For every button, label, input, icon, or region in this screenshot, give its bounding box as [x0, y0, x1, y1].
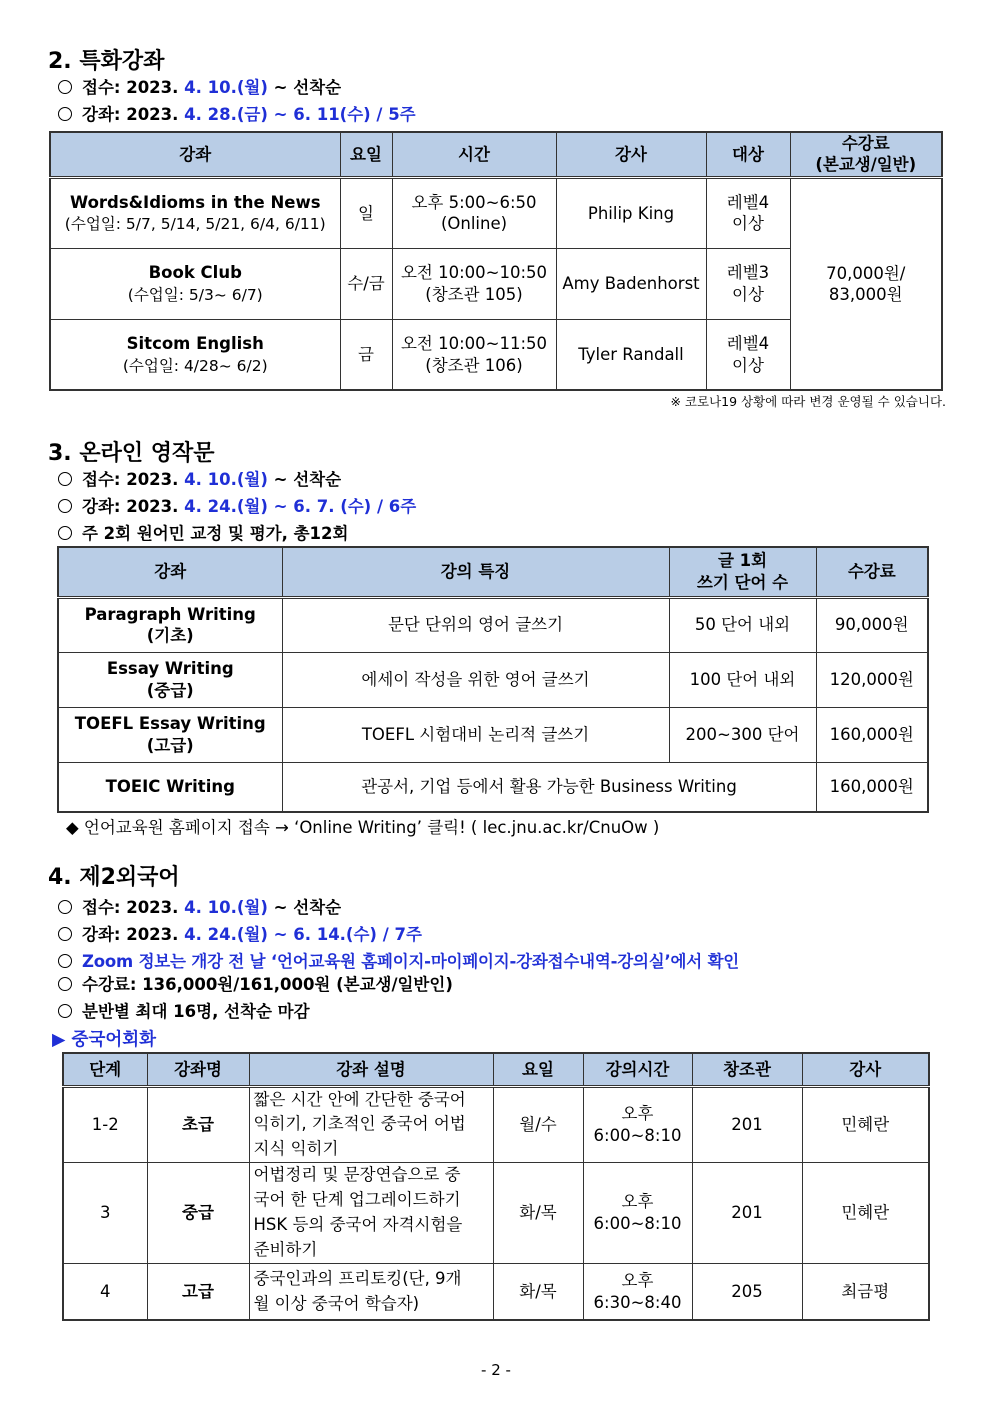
- table-row: 3 중급 어법정리 및 문장연습으로 중 국어 한 단계 업그레이드하기 HSK 등의 중국어 자격시험을 준비하기 화/목 오후 6:00~8:10 201 민혜란: [63, 1162, 929, 1263]
- header-words: 글 1회 쓰기 단어 수: [669, 547, 816, 597]
- header-day: 요일: [340, 132, 392, 177]
- table-row: 4 고급 중국인과의 프리토킹(단, 9개 월 이상 중국어 학습자) 화/목 오후 6:30~8:40 205 최금평: [63, 1263, 929, 1320]
- table-row: 1-2 초급 짧은 시간 안에 간단한 중국어 익히기, 기초적인 중국어 어법 지식 익히기 월/수 오후 6:00~8:10 201 민혜란: [63, 1086, 929, 1162]
- fee-cell: 70,000원/ 83,000원: [790, 177, 942, 390]
- section3-course-period: 강좌: 2023. 4. 24.(월) ~ 6. 7. (수) / 6주: [58, 493, 416, 517]
- header-day: 요일: [493, 1053, 583, 1086]
- header-course: 강좌: [50, 132, 340, 177]
- table-row: TOEFL Essay Writing (고급) TOEFL 시험대비 논리적 글쓰기 200~300 단어 160,000원: [58, 707, 928, 762]
- section4-course-period: 강좌: 2023. 4. 24.(월) ~ 6. 14.(수) / 7주: [58, 921, 422, 945]
- table-row: Book Club (수업일: 5/3~ 6/7) 수/금 오전 10:00~10:50 (창조관 105) Amy Badenhorst 레벨3 이상: [50, 248, 942, 319]
- special-course-table: [49, 131, 943, 391]
- header-room: 창조관: [692, 1053, 802, 1086]
- table-row: Sitcom English (수업일: 4/28~ 6/2) 금 오전 10:00~11:50 (창조관 106) Tyler Randall 레벨4 이상: [50, 319, 942, 390]
- header-time: 강의시간: [583, 1053, 692, 1086]
- header-fee: 수강료 (본교생/일반): [790, 132, 942, 177]
- section2-title: 2. 특화강좌: [48, 49, 165, 74]
- covid-note: ※ 코로나19 상황에 따라 변경 운영될 수 있습니다.: [670, 394, 946, 409]
- table-row: TOEIC Writing 관공서, 기업 등에서 활용 가능한 Business Writing 160,000원: [58, 762, 928, 812]
- section2-registration: 접수: 2023. 4. 10.(월) ~ 선착순: [58, 74, 341, 98]
- table-row: Words&Idioms in the News (수업일: 5/7, 5/14, 5/21, 6/4, 6/11) 일 오후 5:00~6:50 (Online) Philip King 레벨4 이상 70,000원/ 83,000원: [50, 177, 942, 248]
- chinese-conversation-title: ▶ 중국어회화: [52, 1030, 157, 1050]
- section4-zoom-info: Zoom 정보는 개강 전 날 ‘언어교육원 홈페이지-마이페이지-강좌접수내역-강의실’에서 확인: [58, 948, 739, 972]
- section3-registration: 접수: 2023. 4. 10.(월) ~ 선착순: [58, 466, 341, 490]
- online-writing-table: [57, 546, 929, 813]
- section3-extra: 주 2회 원어민 교정 및 평가, 총12회: [58, 520, 348, 544]
- section4-fee: 수강료: 136,000원/161,000원 (본교생/일반인): [58, 971, 453, 995]
- header-teacher: 강사: [802, 1053, 929, 1086]
- online-writing-link-note: ◆ 언어교육원 홈페이지 접속 → ‘Online Writing’ 클릭! ( lec.jnu.ac.kr/CnuOw ): [66, 818, 660, 837]
- header-target: 대상: [706, 132, 790, 177]
- header-level: 단계: [63, 1053, 147, 1086]
- header-teacher: 강사: [556, 132, 706, 177]
- section4-title: 4. 제2외국어: [48, 865, 180, 890]
- header-description: 강좌 설명: [249, 1053, 493, 1086]
- header-feature: 강의 특징: [282, 547, 669, 597]
- header-time: 시간: [392, 132, 556, 177]
- chinese-course-table: [62, 1052, 930, 1321]
- section3-title: 3. 온라인 영작문: [48, 441, 215, 466]
- section2-course-period: 강좌: 2023. 4. 28.(금) ~ 6. 11(수) / 5주: [58, 101, 416, 125]
- section4-registration: 접수: 2023. 4. 10.(월) ~ 선착순: [58, 894, 341, 918]
- page-number: - 2 -: [481, 1361, 511, 1379]
- table-row: Essay Writing (중급) 에세이 작성을 위한 영어 글쓰기 100 단어 내외 120,000원: [58, 652, 928, 707]
- header-fee: 수강료: [816, 547, 928, 597]
- section4-capacity: 분반별 최대 16명, 선착순 마감: [58, 998, 310, 1022]
- table-row: Paragraph Writing (기초) 문단 단위의 영어 글쓰기 50 단어 내외 90,000원: [58, 597, 928, 652]
- header-course-name: 강좌명: [147, 1053, 249, 1086]
- header-course: 강좌: [58, 547, 282, 597]
